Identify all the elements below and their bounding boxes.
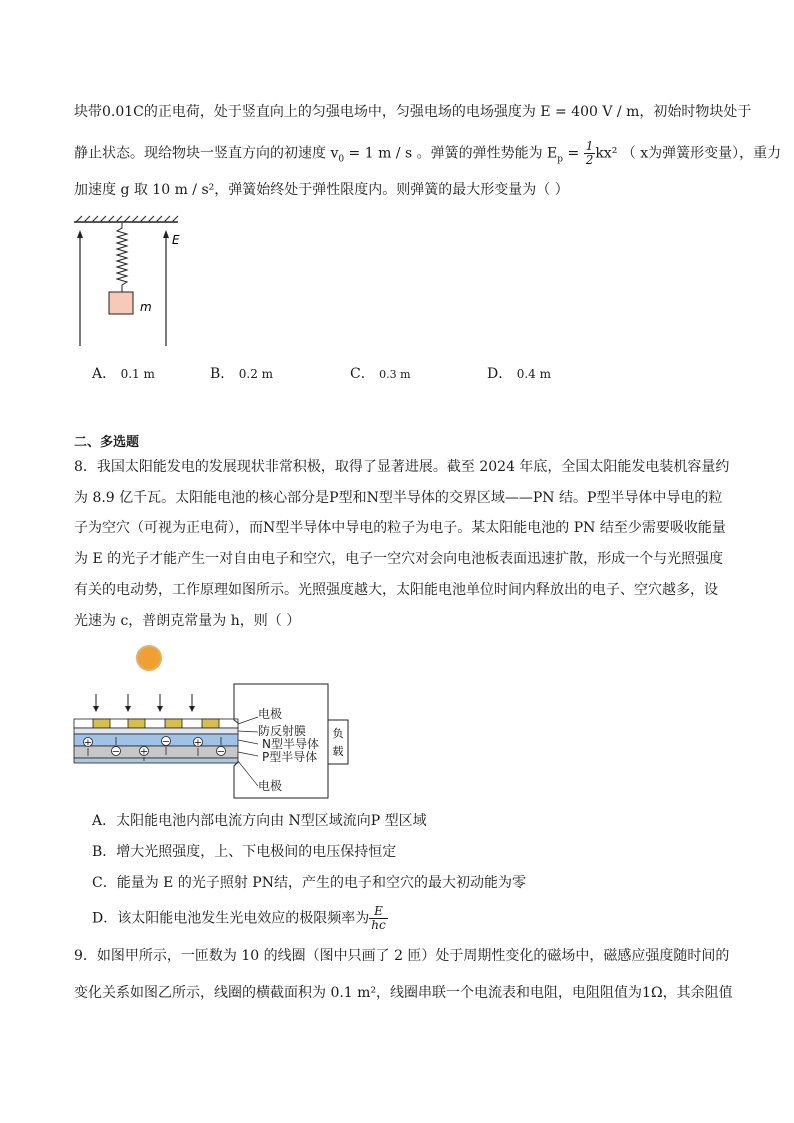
solar-cell-figure: [66, 638, 366, 800]
svg-text:+: +: [193, 737, 203, 749]
field-label-E: E: [172, 233, 180, 247]
threshold-frequency-fraction: $\frac{E}{hc}$: [371, 904, 386, 932]
q7-line1: 块带0.01C的正电荷，处于竖直向上的匀强电场中，匀强电场的电场强度为 E = 400 V / m，初始时物块处于: [74, 104, 752, 120]
q8-option-d[interactable]: D．该太阳能电池发生光电效应的极限频率为 $\frac{E}{hc}$: [92, 904, 386, 932]
mass-label-m: m: [140, 300, 152, 314]
svg-text:−: −: [161, 736, 171, 748]
svg-text:载: 载: [332, 745, 344, 758]
svg-text:电极: 电极: [258, 779, 283, 793]
q9-line1: 9．如图甲所示，一匝数为 10 的线圈（图中只画了 2 匝）处于周期性变化的磁场中，磁感应强度随时间的: [74, 948, 730, 964]
svg-text:P型半导体: P型半导体: [262, 750, 318, 764]
svg-text:电极: 电极: [258, 707, 283, 721]
svg-text:−: −: [111, 746, 121, 758]
q7-line2: 静止状态。现给物块一竖直方向的初速度 $v_0 = 1$ m / s 。弹簧的弹性势能为 $E_p$ = $\frac{1}{2}$ kx² （ x为弹簧形变量），重力: [74, 139, 782, 167]
q8-line3: 子为空穴（可视为正电荷），而N型半导体中导电的粒子为电子。某太阳能电池的 PN 结至少需要吸收能量: [74, 520, 726, 536]
svg-text:−: −: [216, 746, 226, 758]
q7-option-b[interactable]: B． 0.2 m: [210, 366, 274, 382]
svg-text:防反射膜: 防反射膜: [258, 724, 307, 738]
mass-block: [109, 292, 133, 314]
section-heading: 二、多选题: [74, 435, 140, 450]
q9-line2: 变化关系如图乙所示，线圈的横截面积为 0.1 m²，线圈串联一个电流表和电阻，电阻阻值为1Ω，其余阻值: [74, 985, 733, 1001]
svg-text:+: +: [83, 737, 93, 749]
q7-option-a[interactable]: A． 0.1 m: [92, 366, 155, 382]
q8-line2: 为 8.9 亿千瓦。太阳能电池的核心部分是P型和N型半导体的交界区域——PN 结。P型半导体中导电的粒: [74, 490, 723, 506]
svg-text:负: 负: [332, 727, 344, 740]
q8-option-a[interactable]: A．太阳能电池内部电流方向由 N型区域流向P 型区域: [92, 813, 427, 829]
svg-text:+: +: [139, 746, 149, 758]
sun-icon: [137, 646, 161, 670]
q7-line3: 加速度 g 取 10 m / s²，弹簧始终处于弹性限度内。则弹簧的最大形变量为（ ）: [74, 182, 569, 198]
q7-option-c[interactable]: C． 0.3 m: [350, 366, 411, 382]
svg-text:N型半导体: N型半导体: [262, 737, 319, 751]
q7-option-d[interactable]: D． 0.4 m: [487, 366, 551, 382]
half-fraction: $\frac{1}{2}$: [585, 139, 594, 167]
q8-line6: 光速为 c，普朗克常量为 h，则（ ）: [74, 613, 301, 629]
q8-line5: 有关的电动势，工作原理如图所示。光照强度越大，太阳能电池单位时间内释放出的电子、空穴越多，设: [74, 582, 718, 598]
q8-line1: 8．我国太阳能发电的发展现状非常积极，取得了显著进展。截至 2024 年底，全国太阳能发电装机容量约: [74, 459, 730, 475]
q8-option-c[interactable]: C．能量为 E 的光子照射 PN结，产生的电子和空穴的最大初动能为零: [92, 875, 526, 891]
q8-option-b[interactable]: B．增大光照强度，上、下电极间的电压保持恒定: [92, 844, 397, 860]
q8-line4: 为 E 的光子才能产生一对自由电子和空穴，电子一空穴对会向电池板表面迅速扩散，形成一个与光照强度: [74, 551, 724, 567]
spring-mass-figure: [66, 214, 196, 352]
